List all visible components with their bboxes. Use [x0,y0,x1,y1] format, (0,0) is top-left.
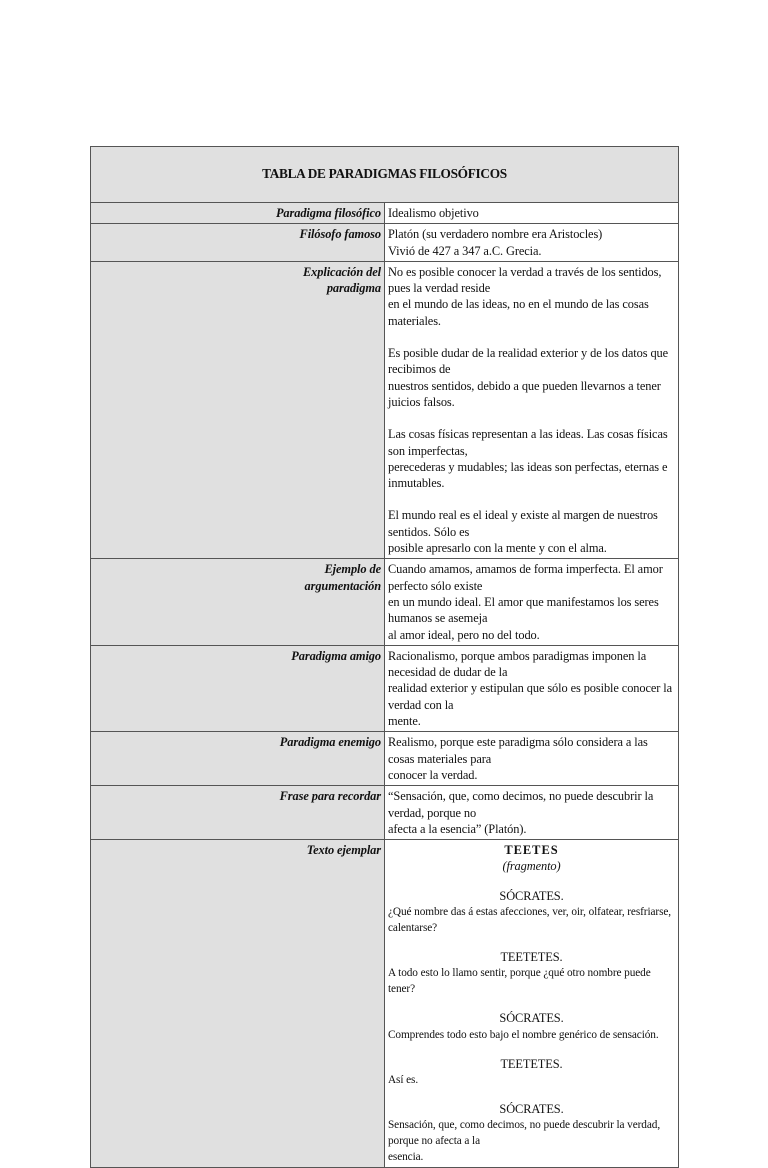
row-paradigma [91,203,679,224]
explicacion-paragraph [388,345,675,410]
text-line: Cuando amamos, amamos de forma imperfecta. El amor perfecto sólo existe [388,562,663,593]
excerpt-subtitle: (fragmento) [502,859,561,874]
filosofo-line: Platón (su verdadero nombre era Aristocles) [388,227,603,242]
text-line: posible apresarlo con la mente y con el alma. [388,541,607,556]
label-enemigo: Paradigma enemigo [91,732,385,786]
row-texto [91,840,679,1168]
explicacion-paragraph [388,264,675,329]
dialogue-line: ¿Qué nombre das á estas afecciones, ver, oir, olfatear, resfriarse, calentarse? [388,905,672,934]
dialogue-line: A todo esto lo llamo sentir, porque ¿qué otro nombre puede tener? [388,967,651,996]
text-line: Las cosas físicas representan a las ideas. Las cosas físicas son imperfectas, [388,427,668,458]
value-paradigma: Idealismo objetivo [385,203,679,224]
label-amigo: Paradigma amigo [91,645,385,731]
dialogue-speaker: SÓCRATES. [499,888,564,903]
text-line: perecederas y mudables; las ideas son perfectas, eternas e inmutables. [388,459,668,491]
text-line: realidad exterior y estipulan que sólo es posible conocer la verdad con la [388,681,673,712]
dialogue-line: esencia. [388,1151,424,1164]
row-ejemplo [91,559,679,645]
value-explicacion [385,261,679,558]
label-line: paradigma [326,281,381,296]
text-line: en un mundo ideal. El amor que manifestamos los seres humanos se asemeja [388,594,659,626]
row-enemigo [91,732,679,786]
value-texto [385,840,679,1168]
row-frase [91,786,679,840]
excerpt-title: TEETES [504,843,559,858]
label-line: Ejemplo de [324,562,381,577]
value-frase [385,786,679,840]
text-line: nuestros sentidos, debido a que pueden llevarnos a tener juicios falsos. [388,378,661,409]
table-title: TABLA DE PARADIGMAS FILOSÓFICOS [91,147,679,203]
label-paradigma: Paradigma filosófico [91,203,385,224]
text-line: conocer la verdad. [388,767,478,782]
row-amigo [91,645,679,731]
text-line: Realismo, porque este paradigma sólo considera a las cosas materiales para [388,735,648,766]
label-texto: Texto ejemplar [91,840,385,1168]
label-line: Explicación del [303,264,381,279]
dialogue-speaker: TEETETES. [500,1056,563,1071]
label-explicacion [91,261,385,558]
label-line: argumentación [304,578,381,593]
text-line: No es posible conocer la verdad a través de los sentidos, pues la verdad reside [388,264,662,296]
filosofo-line: Vivió de 427 a 347 a.C. Grecia. [388,243,542,258]
text-line: afecta a la esencia” (Platón). [388,821,527,836]
value-amigo [385,645,679,731]
row-filosofo [91,224,679,262]
dialogue-speaker: SÓCRATES. [499,1011,564,1026]
label-ejemplo [91,559,385,645]
value-filosofo [385,224,679,262]
dialogue-speaker: SÓCRATES. [499,1101,564,1116]
text-line: al amor ideal, pero no del todo. [388,627,540,642]
text-line: “Sensación, que, como decimos, no puede descubrir la verdad, porque no [388,789,654,820]
explicacion-paragraph [388,507,675,556]
dialogue-line: Sensación, que, como decimos, no puede descubrir la verdad, porque no afecta a la [388,1119,661,1148]
paradigm-table [90,146,679,1168]
label-frase: Frase para recordar [91,786,385,840]
dialogue-line: Así es. [388,1073,419,1086]
text-line: mente. [388,714,421,729]
dialogue-speaker: TEETETES. [500,949,563,964]
row-explicacion [91,261,679,558]
dialogue-line: Comprendes todo esto bajo el nombre genérico de sensación. [388,1028,659,1041]
label-filosofo: Filósofo famoso [91,224,385,262]
value-enemigo [385,732,679,786]
value-ejemplo [385,559,679,645]
text-line: El mundo real es el ideal y existe al margen de nuestros sentidos. Sólo es [388,508,658,539]
explicacion-paragraph [388,426,675,491]
text-line: en el mundo de las ideas, no en el mundo de las cosas materiales. [388,297,649,328]
text-line: Racionalismo, porque ambos paradigmas imponen la necesidad de dudar de la [388,648,647,680]
text-line: Es posible dudar de la realidad exterior y de los datos que recibimos de [388,346,669,377]
title-row [91,147,679,203]
